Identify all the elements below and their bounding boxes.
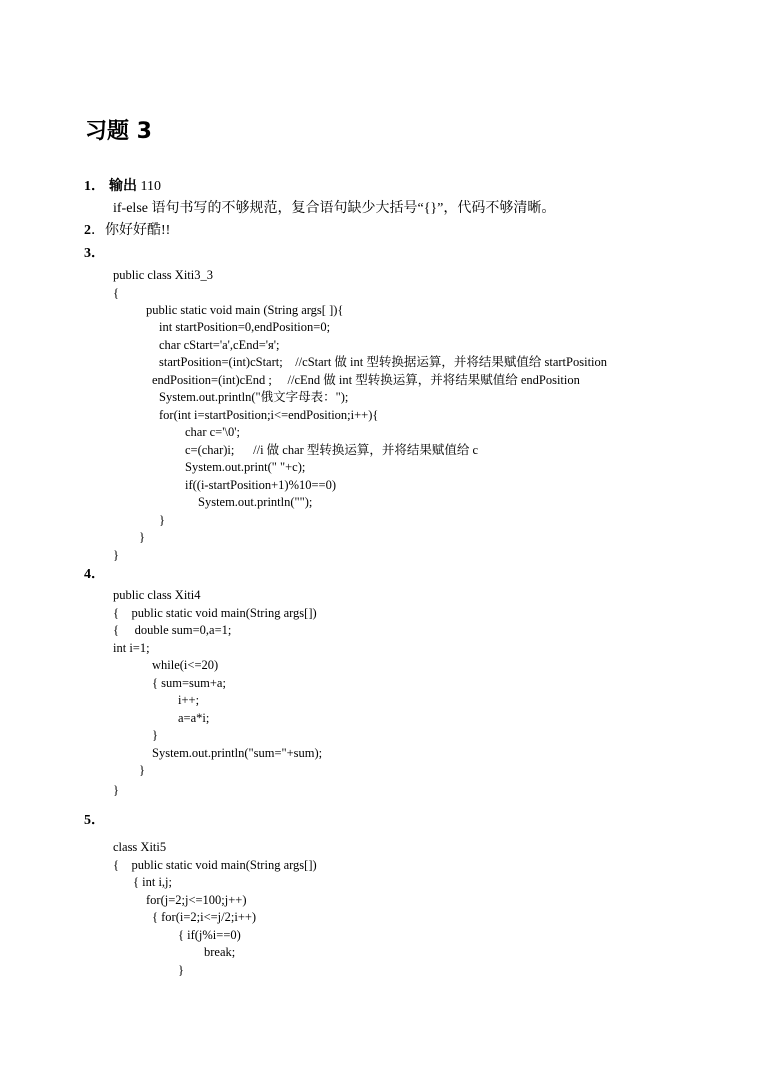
code-line: c=(char)i; //i 做 char 型转换运算，并将结果赋值给 c [185,443,479,457]
q2-number: 2 [84,223,91,238]
code-line: { public static void main(String args[]) [113,606,317,620]
code-line: { for(i=2;i<=j/2;i++) [152,910,257,924]
code-line: char cStart='a',cEnd='я'; [159,338,280,352]
code-line: System.out.print(" "+c); [185,460,306,474]
code-line: if((i-startPosition+1)%10==0) [185,478,336,492]
code-line: System.out.println("俄文字母表："); [159,390,349,404]
q2-line [84,222,170,239]
q5-number: 5． [84,813,105,828]
code-line: i++; [178,693,200,707]
code-line: } [178,963,184,977]
code-line: } [159,513,165,527]
code-line: } [139,763,145,777]
page-title: 习题 3 [85,119,152,144]
code-line: { [113,286,119,300]
code-line: startPosition=(int)cStart; //cStart 做 int 型转换据运算，并将结果赋值给 startPosition [159,355,608,369]
q1-number: 1． [84,179,105,194]
code-line: } [113,783,119,797]
code-line: { int i,j; [133,875,172,889]
code-line: for(int i=startPosition;i<=endPosition;i++){ [159,408,379,422]
code-line: { if(j%i==0) [178,928,241,942]
code-line: } [152,728,158,742]
code-line: while(i<=20) [152,658,219,672]
code-line: break; [204,945,236,959]
code-line: System.out.println("sum="+sum); [152,746,323,760]
q1-answer [109,178,161,195]
code-line: a=a*i; [178,711,210,725]
q1-value: 110 [137,179,161,194]
code-line: int startPosition=0,endPosition=0; [159,320,331,334]
code-line: for(j=2;j<=100;j++) [146,893,247,907]
q3-number: 3． [84,246,105,261]
q4-number: 4． [84,567,105,582]
code-line: public class Xiti4 [113,588,201,602]
code-line: } [139,530,145,544]
code-line: endPosition=(int)cEnd ; //cEnd 做 int 型转换运算，并将结果赋值给 endPosition [152,373,580,387]
code-line: System.out.println(""); [198,495,313,509]
code-line: { double sum=0,a=1; [113,623,232,637]
code-line: public class Xiti3_3 [113,268,213,282]
code-line: char c='\0'; [185,425,240,439]
code-line: int i=1; [113,641,150,655]
q2-text: ．你好好酷!! [91,223,171,238]
code-line: { public static void main(String args[]) [113,858,317,872]
code-line: public static void main (String args[ ]){ [146,303,344,317]
code-line: { sum=sum+a; [152,676,226,690]
q1-note: if-else 语句书写的不够规范，复合语句缺少大括号“{}”，代码不够清晰。 [113,201,556,216]
code-line: class Xiti5 [113,840,167,854]
code-line: } [113,548,119,562]
q1-label: 输出 [109,179,137,194]
